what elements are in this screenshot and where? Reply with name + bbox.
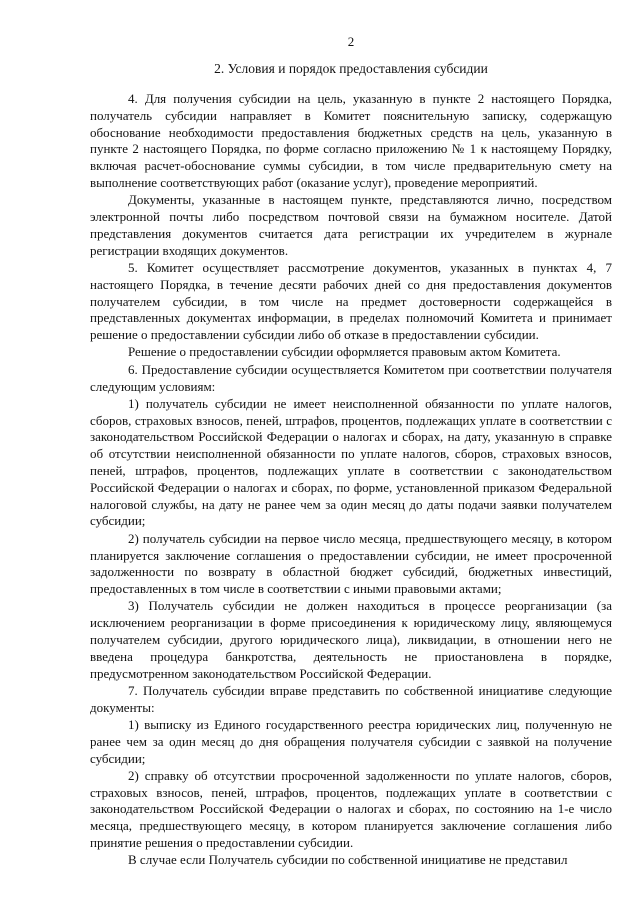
paragraph-documents-submission: Документы, указанные в настоящем пункте, представляются лично, посредством электронной почты либо посредством почтовой связи на бумажном носителе. Датой представления документов считается дата регистрации их учредителем в журнале регистрации входящих документов. [90,192,612,258]
paragraph-continuation: В случае если Получатель субсидии по собственной инициативе не представил [128,852,568,868]
section-title: 2. Условия и порядок предоставления субсидии [214,61,488,76]
paragraph-7: 7. Получатель субсидии вправе представить по собственной инициативе следующие документы: [90,682,612,715]
paragraph-7-document-2: 2) справку об отсутствии просроченной задолженности по уплате налогов, сборов, страховых взносов, пеней, штрафов, процентов, подлежащих уплате в соответствии с законодательством Российской Федерации о налогах и сборах, по состоянию на 1-е число месяца, предшествующего месяцу, в котором планируется заключение соглашения либо принятие решения о предоставлении субсидии. [90,767,612,851]
paragraph-decision: Решение о предоставлении субсидии оформляется правовым актом Комитета. [128,344,561,360]
page-number: 2 [347,34,355,49]
paragraph-7-document-1: 1) выписку из Единого государственного реестра юридических лиц, полученную не ранее чем за один месяц до дня обращения получателя субсидии с заявкой на получение субсидии; [90,716,612,766]
paragraph-6-condition-2: 2) получатель субсидии на первое число месяца, предшествующего месяцу, в котором планируется заключение соглашения о предоставлении субсидии, не имеет просроченной задолженности по возврату в областной бюджет субсидий, бюджетных инвестиций, предоставленных в том числе в соответствии с иными правовыми актами; [90,530,612,597]
paragraph-6-condition-1: 1) получатель субсидии не имеет неисполненной обязанности по уплате налогов, сборов, страховых взносов, пеней, штрафов, процентов, подлежащих уплате в соответствии с законодательством Российской Федерации о налогах и сборах, на дату, указанную в справке об отсутствии неисполненной обязанности по уплате налогов, сборов, страховых взносов, пеней, штрафов, процентов, подлежащих уплате в соответствии с законодательством Российской Федерации о налогах и сборах, по форме, установленной приказом Федеральной налоговой службы, на дату не ранее чем за один месяц до даты подачи заявки получателем субсидии; [90,395,612,529]
paragraph-6: 6. Предоставление субсидии осуществляется Комитетом при соответствии получателя следующим условиям: [90,361,612,394]
paragraph-4: 4. Для получения субсидии на цель, указанную в пункте 2 настоящего Порядка, получатель субсидии направляет в Комитет пояснительную записку, содержащую обоснование необходимости предоставления бюджетных средств на цель, указанную в пункте 2 настоящего Порядка, по форме согласно приложению № 1 к настоящему Порядку, включая расчет-обоснование суммы субсидии, в том числе предварительную смету на выполнение соответствующих работ (оказание услуг), проведение мероприятий. [90,91,612,190]
paragraph-5: 5. Комитет осуществляет рассмотрение документов, указанных в пунктах 4, 7 настоящего Порядка, в течение десяти рабочих дней со дня предоставления документов получателем субсидии, в том числе на предмет достоверности содержащейся в представленных документах информации, в пределах полномочий Комитета и принимает решение о предоставлении субсидии либо об отказе в предоставлении субсидии. [90,259,612,343]
paragraph-6-condition-3: 3) Получатель субсидии не должен находиться в процессе реорганизации (за исключением реорганизации в форме присоединения к юридическому лицу, являющемуся получателем субсидии, другого юридического лица), ликвидации, в отношении него не введена процедура банкротства, деятельность не приостановлена в порядке, предусмотренном законодательством Российской Федерации. [90,598,612,681]
